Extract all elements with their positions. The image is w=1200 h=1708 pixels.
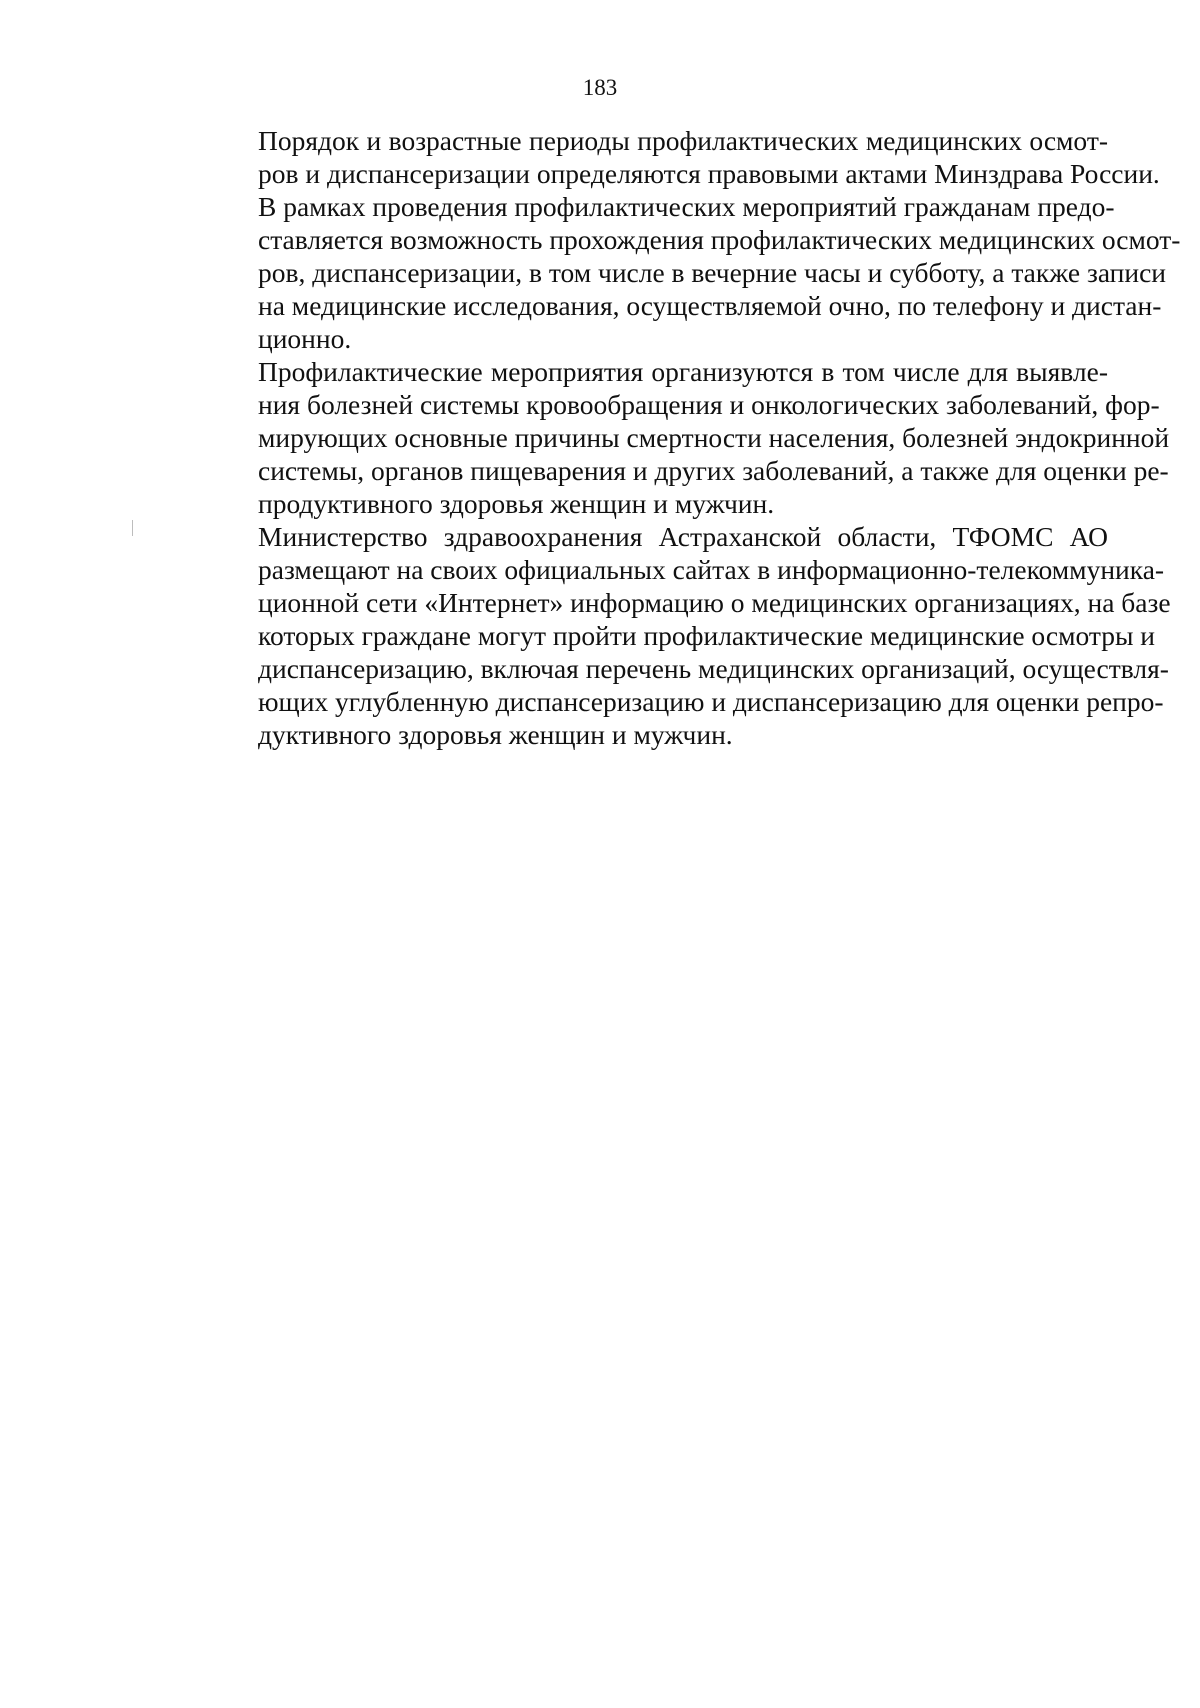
text-line: системы, органов пищеварения и других заболеваний, а также для оценки ре- — [258, 455, 1169, 486]
paragraph-3 — [186, 355, 1170, 520]
text-line: Профилактические мероприятия организуются в том числе для выявле- — [258, 356, 1108, 387]
paragraph-1 — [186, 124, 1160, 190]
text-line: мирующих основные причины смертности населения, болезней эндокринной — [258, 422, 1170, 453]
text-line: ционной сети «Интернет» информацию о медицинских организациях, на базе — [258, 587, 1171, 618]
text-line: Порядок и возрастные периоды профилактических медицинских осмот- — [258, 125, 1108, 156]
text-line: на медицинские исследования, осуществляемой очно, по телефону и дистан- — [258, 290, 1162, 321]
text-line: Министерство здравоохранения Астраханской области, ТФОМС АО — [258, 521, 1108, 552]
text-line: ров и диспансеризации определяются правовыми актами Минздрава России. — [258, 158, 1160, 189]
text-line: ров, диспансеризации, в том числе в вечерние часы и субботу, а также записи — [258, 257, 1167, 288]
text-line: ния болезней системы кровообращения и онкологических заболеваний, фор- — [258, 389, 1160, 420]
text-line: ционно. — [258, 323, 352, 354]
text-line: ставляется возможность прохождения профилактических медицинских осмот- — [258, 224, 1181, 255]
text-line: которых граждане могут пройти профилактические медицинские осмотры и — [258, 620, 1156, 651]
text-line: ющих углубленную диспансеризацию и диспансеризацию для оценки репро- — [258, 686, 1164, 717]
text-line: В рамках проведения профилактических мероприятий гражданам предо- — [258, 191, 1115, 222]
text-line: размещают на своих официальных сайтах в информационно-телекоммуника- — [258, 554, 1165, 585]
scan-artifact — [132, 520, 133, 536]
paragraph-2 — [186, 190, 1181, 355]
text-line: продуктивного здоровья женщин и мужчин. — [258, 488, 775, 519]
paragraph-4 — [186, 520, 1171, 751]
page-number: 183 — [582, 75, 618, 100]
text-line: диспансеризацию, включая перечень медицинских организаций, осуществля- — [258, 653, 1169, 684]
document-body — [186, 124, 1181, 751]
text-line: дуктивного здоровья женщин и мужчин. — [258, 719, 733, 750]
